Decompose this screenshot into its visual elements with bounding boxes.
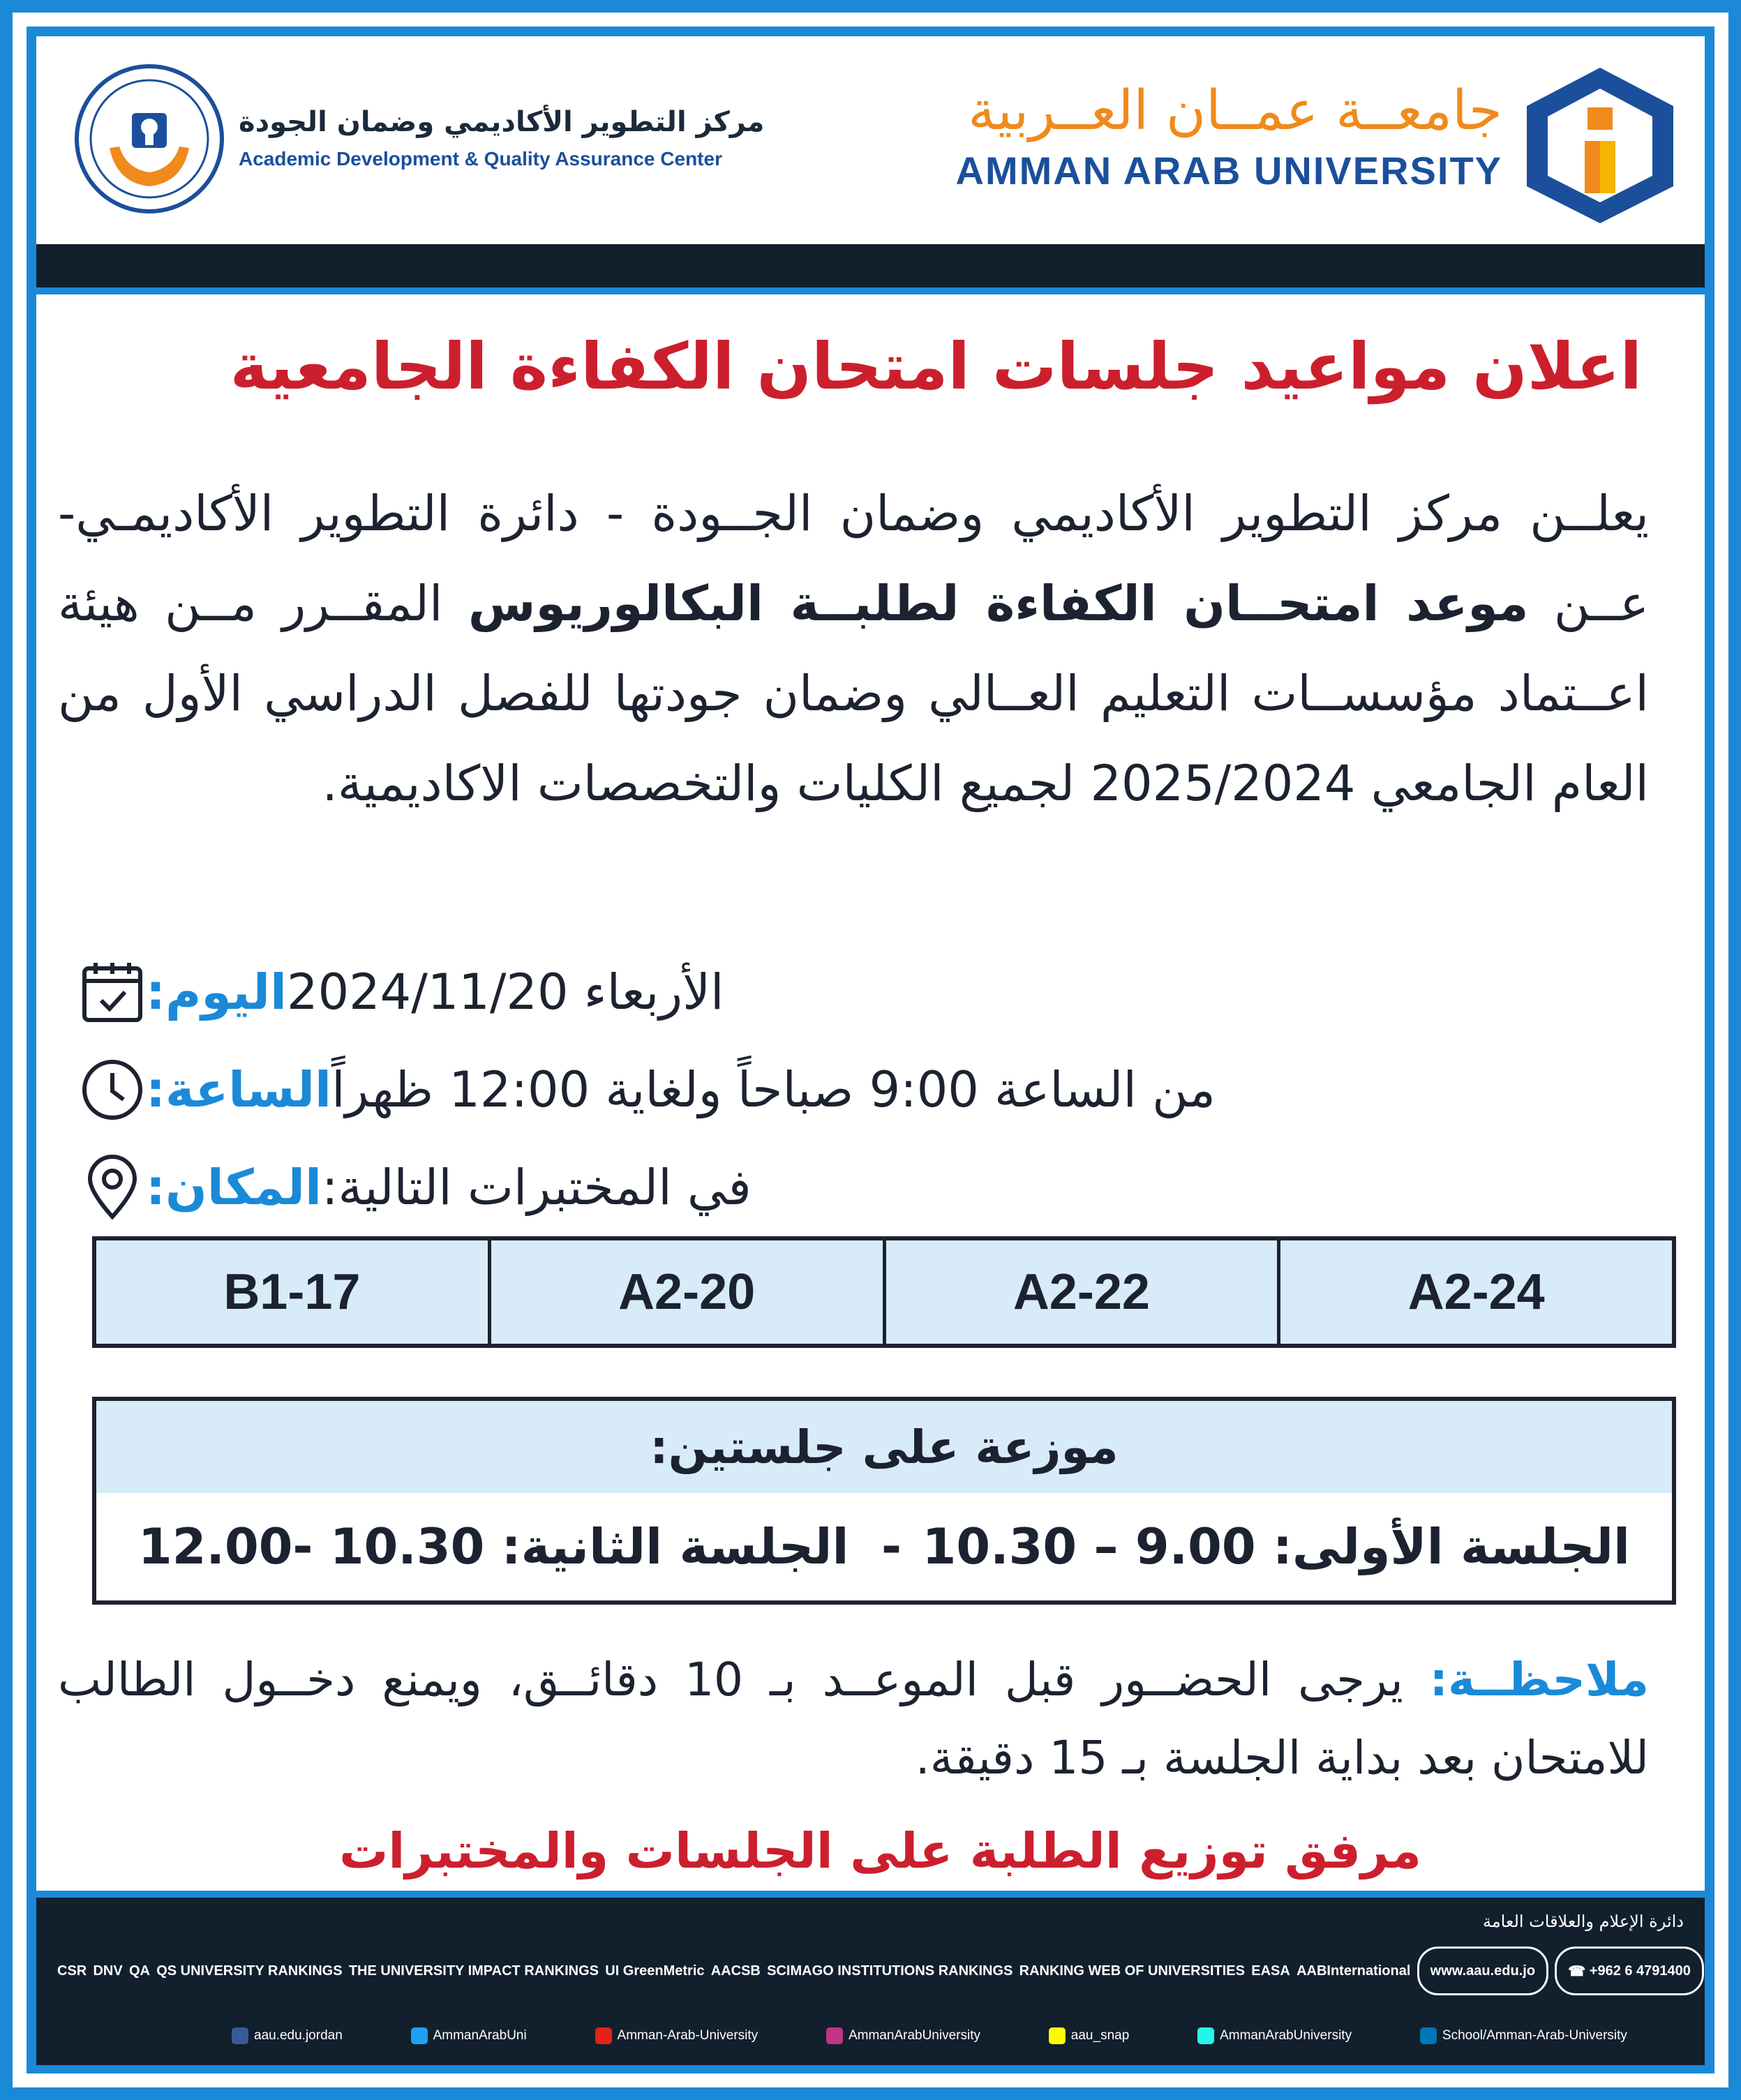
header-divider-line bbox=[36, 287, 1705, 294]
youtube-label: Amman-Arab-University bbox=[617, 2028, 759, 2043]
accreditation-logo: SCIMAGO INSTITUTIONS RANKINGS bbox=[767, 1963, 1013, 1979]
accreditation-logo: QA bbox=[128, 1963, 150, 1979]
body-text-bold: موعد امتحــان الكفاءة لطلبــة البكالوريوس bbox=[468, 575, 1529, 632]
lab-cell: A2-22 bbox=[883, 1240, 1278, 1344]
body-text-1: يعلــن مركز التطوير الأكاديمي وضمان الجــودة - دائرة التطوير الأكاديمـي- عــن bbox=[58, 485, 1649, 632]
twitter-link[interactable] bbox=[411, 2027, 527, 2044]
lab-cell: B1-17 bbox=[223, 1264, 361, 1320]
place-row bbox=[58, 1146, 1649, 1229]
sessions-row bbox=[96, 1493, 1672, 1600]
tiktok-label: AmmanArabUniversity bbox=[1220, 2028, 1352, 2043]
department-name: دائرة الإعلام والعلاقات العامة bbox=[1482, 1912, 1684, 1931]
announcement-title: اعلان مواعيد جلسات امتحان الكفاءة الجامعية bbox=[230, 329, 1642, 404]
accreditation-logo: AABInternational bbox=[1297, 1963, 1411, 1979]
first-session: الجلسة الأولى: 9.00 – 10.30 bbox=[922, 1518, 1630, 1575]
footer-divider-line bbox=[36, 1891, 1705, 1898]
place-label: المكان: bbox=[146, 1159, 322, 1216]
day-value: الأربعاء 2024/11/20 bbox=[287, 963, 724, 1021]
day-row bbox=[58, 950, 1649, 1034]
linkedin-icon bbox=[1420, 2027, 1437, 2044]
note-text: يرجى الحضــور قبل الموعــد بـ 10 دقائــق، ويمنع دخــول الطالب للامتحان بعد بداية الجلسة بـ 15 دقيقة. bbox=[58, 1653, 1649, 1785]
calendar-icon bbox=[79, 959, 146, 1026]
accreditation-logo: AACSB bbox=[710, 1963, 761, 1979]
phone-icon: ☎ bbox=[1568, 1963, 1590, 1979]
accreditation-logo: UI GreenMetric bbox=[605, 1963, 705, 1979]
linkedin-link[interactable] bbox=[1420, 2027, 1627, 2044]
day-label: اليوم: bbox=[146, 963, 287, 1021]
center-name-en: Academic Development & Quality Assurance Center bbox=[239, 148, 722, 170]
accreditation-logo: CSR bbox=[57, 1963, 87, 1979]
sessions-header: موزعة على جلستين: bbox=[96, 1401, 1672, 1493]
announcement-card bbox=[27, 27, 1714, 2073]
social-links bbox=[232, 2022, 1627, 2050]
website-link[interactable]: www.aau.edu.jo bbox=[1417, 1947, 1548, 1995]
tiktok-link[interactable] bbox=[1197, 2027, 1352, 2044]
page bbox=[13, 13, 1728, 2087]
second-session: الجلسة الثانية: 10.30 -12.00 bbox=[138, 1518, 849, 1575]
header bbox=[36, 36, 1705, 239]
snapchat-label: aau_snap bbox=[1070, 2028, 1130, 2043]
accreditation-logo: EASA bbox=[1251, 1963, 1290, 1979]
twitter-icon bbox=[411, 2027, 428, 2044]
instagram-label: AmmanArabUniversity bbox=[848, 2028, 980, 2043]
youtube-icon bbox=[595, 2027, 612, 2044]
university-name-en: AMMAN ARAB UNIVERSITY bbox=[955, 149, 1502, 193]
time-value: من الساعة 9:00 صباحاً ولغاية 12:00 ظهراً bbox=[331, 1061, 1216, 1118]
place-value: في المختبرات التالية: bbox=[321, 1159, 752, 1216]
snapchat-icon bbox=[1049, 2027, 1066, 2044]
sessions-table bbox=[92, 1397, 1676, 1605]
youtube-link[interactable] bbox=[595, 2027, 759, 2044]
twitter-label: AmmanArabUni bbox=[433, 2028, 527, 2043]
attachment-notice: مرفق توزيع الطلبة على الجلسات والمختبرات bbox=[339, 1822, 1421, 1880]
accreditation-logo: RANKING WEB OF UNIVERSITIES bbox=[1019, 1963, 1245, 1979]
announcement-body bbox=[58, 469, 1649, 829]
labs-table bbox=[92, 1236, 1676, 1348]
session-separator: - bbox=[881, 1518, 902, 1575]
note bbox=[58, 1641, 1649, 1797]
location-pin-icon bbox=[79, 1154, 146, 1221]
instagram-link[interactable] bbox=[826, 2027, 980, 2044]
center-name-ar: مركز التطوير الأكاديمي وضمان الجودة bbox=[239, 106, 765, 138]
tiktok-icon bbox=[1197, 2027, 1214, 2044]
accreditation-logo: THE UNIVERSITY IMPACT RANKINGS bbox=[348, 1963, 599, 1979]
lab-cell: A2-24 bbox=[1277, 1240, 1672, 1344]
facebook-icon bbox=[232, 2027, 248, 2044]
phone-number: +962 6 4791400 bbox=[1589, 1963, 1691, 1979]
footer bbox=[36, 1898, 1705, 2065]
university-name-ar: جامعــة عمــان العــربية bbox=[968, 80, 1502, 142]
instagram-icon bbox=[826, 2027, 843, 2044]
center-seal-logo bbox=[75, 64, 225, 214]
linkedin-label: School/Amman-Arab-University bbox=[1442, 2028, 1627, 2043]
footer-logos bbox=[57, 1947, 1704, 1995]
body-text-2: المقــرر مــن هيئة اعــتماد مؤسســات التعليم العــالي وضمان جودتها للفصل الدراسي الأول من العام الجامعي 2025/2024 لجميع الكليات والتخصصات الاكاديمية. bbox=[58, 575, 1649, 812]
accreditation-logo: QS UNIVERSITY RANKINGS bbox=[156, 1963, 343, 1979]
clock-icon bbox=[79, 1056, 146, 1123]
facebook-link[interactable] bbox=[232, 2027, 343, 2044]
university-logo bbox=[1523, 64, 1677, 225]
time-label: الساعة: bbox=[146, 1061, 332, 1118]
note-label: ملاحظــة: bbox=[1429, 1653, 1649, 1707]
accreditation-logo: DNV bbox=[93, 1963, 123, 1979]
snapchat-link[interactable] bbox=[1049, 2027, 1129, 2044]
time-row bbox=[58, 1048, 1649, 1132]
header-divider-bar bbox=[36, 244, 1705, 287]
phone-badge[interactable] bbox=[1555, 1947, 1704, 1995]
lab-cell: A2-20 bbox=[488, 1240, 883, 1344]
facebook-label: aau.edu.jordan bbox=[254, 2028, 343, 2043]
